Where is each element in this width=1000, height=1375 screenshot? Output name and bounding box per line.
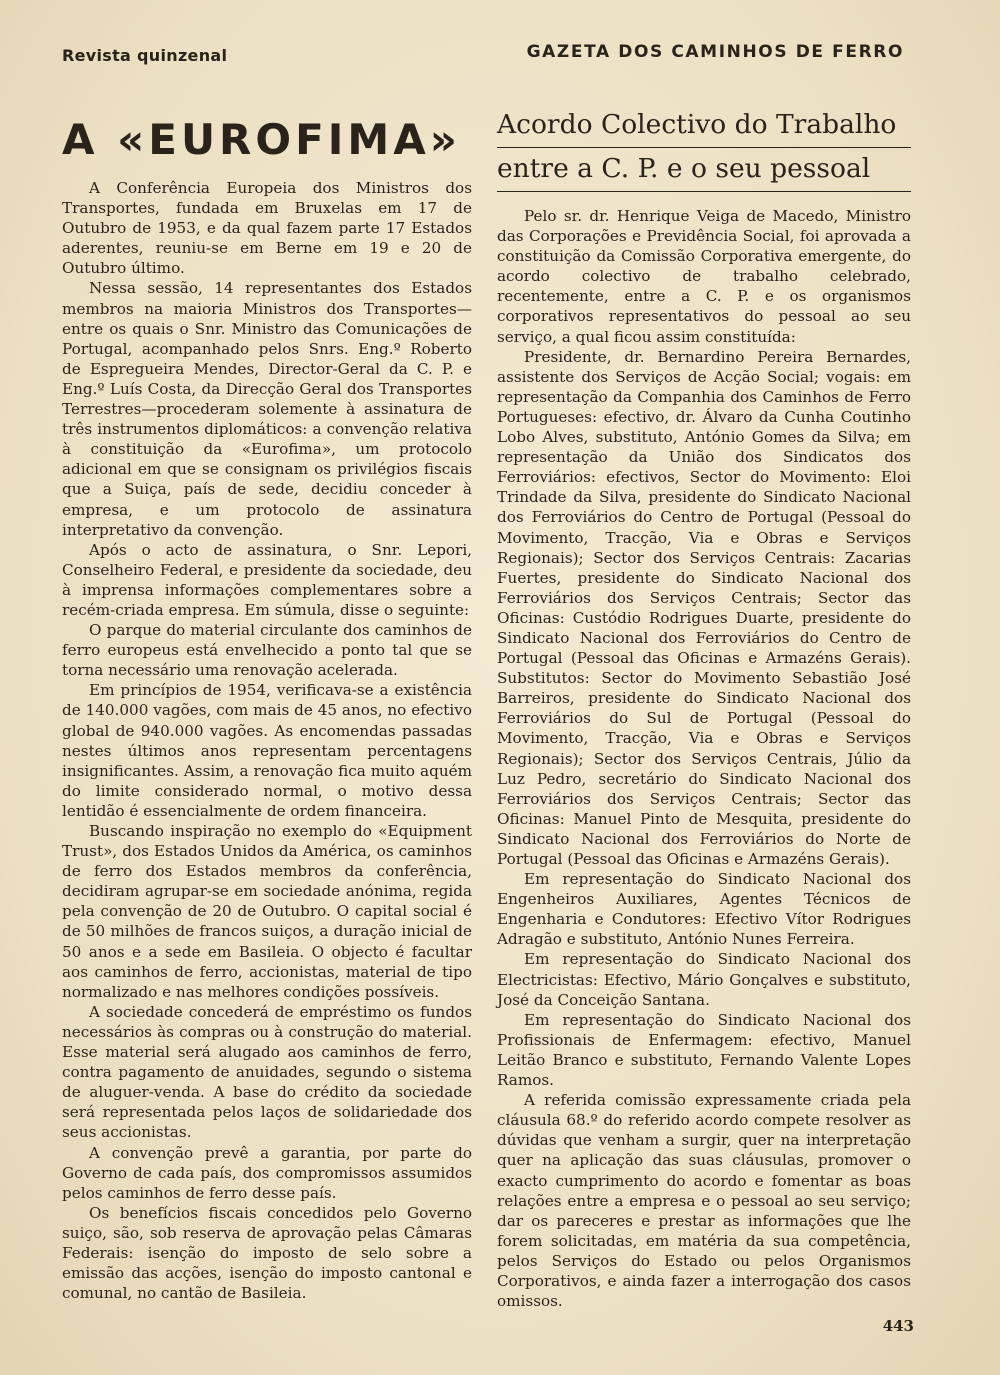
running-head-left: Revista quinzenal [62, 46, 228, 65]
paragraph: A sociedade concederá de empréstimo os fundos necessários às compras ou à construção do material. Esse material será alugado aos caminhos de ferro, contra pagamento de anuidades, segundo o sistema de aluguer-venda. A base do crédito da sociedade será representada pelos laços de solidariedade dos seus accionistas. [62, 1002, 472, 1142]
article-title-line: entre a C. P. e o seu pessoal [497, 148, 911, 192]
left-column-article [62, 110, 472, 1303]
paragraph: A referida comissão expressamente criada pela cláusula 68.º do referido acordo compete resolver as dúvidas que venham a surgir, quer na interpretação quer na aplicação das suas cláusulas, promover o exacto cumprimento do acordo e fomentar as boas relações entre a empresa e o pessoal ao seu serviço; dar os pareceres e prestar as informações que lhe forem solicitadas, em matéria da sua competência, pelos Serviços do Estado ou pelos Organismos Corporativos, e ainda fazer a interrogação dos casos omissos. [497, 1091, 911, 1311]
paragraph: O parque do material circulante dos caminhos de ferro europeus está envelhecido a ponto tal que se torna necessário uma renovação acelerada. [62, 621, 472, 680]
paragraph: Os benefícios fiscais concedidos pelo Governo suiço, são, sob reserva de aprovação pelas Câmaras Federais: isenção do imposto de selo sobre a emissão das acções, isenção do imposto cantonal e comunal, no cantão de Basileia. [62, 1203, 472, 1303]
paragraph: Em representação do Sindicato Nacional dos Profissionais de Enfermagem: efectivo, Manuel Leitão Branco e substituto, Fernando Valente Lopes Ramos. [497, 1010, 911, 1090]
paragraph: Buscando inspiração no exemplo do «Equipment Trust», dos Estados Unidos da América, os caminhos de ferro dos Estados membros da conferência, decidiram agrupar-se em sociedade anónima, regida pela convenção de 20 de Outubro. O capital social é de 50 milhões de francos suiços, a duração inicial de 50 anos e a sede em Basileia. O objecto é facultar aos caminhos de ferro, accionistas, material de tipo normalizado e nas melhores condições possíveis. [62, 822, 472, 1001]
paragraph: Presidente, dr. Bernardino Pereira Bernardes, assistente dos Serviços de Acção Social; vogais: em representação da Companhia dos Caminhos de Ferro Portugueses: efectivo, dr. Álvaro da Cunha Coutinho Lobo Alves, substituto, António Gomes da Silva; em representação da União dos Sindicatos dos Ferroviários: efectivos, Sector do Movimento: Eloi Trindade da Silva, presidente do Sindicato Nacional dos Ferroviários do Centro de Portugal (Pessoal do Movimento, Tracção, Via e Obras e Serviços Regionais); Sector dos Serviços Centrais: Zacarias Fuertes, presidente do Sindicato Nacional dos Ferroviários dos Serviços Centrais; Sector das Oficinas: Custódio Rodrigues Duarte, presidente do Sindicato Nacional dos Ferroviários do Centro de Portugal (Pessoal das Oficinas e Armazéns Gerais). Substitutos: Sector do Movimento Sebastião José Barreiros, presidente do Sindicato Nacional dos Ferroviários do Sul de Portugal (Pessoal do Movimento, Tracção, Via e Obras e Serviços Regionais); Sector dos Serviços Centrais, Júlio da Luz Pedro, secretário do Sindicato Nacional dos Ferroviários dos Serviços Centrais; Sector das Oficinas: Manuel Pinto de Mesquita, presidente do Sindicato Nacional dos Ferroviários do Norte de Portugal (Pessoal das Oficinas e Armazéns Gerais). [497, 347, 911, 868]
article-title-acordo [497, 104, 911, 192]
page-number: 443 [882, 1317, 914, 1335]
article-title-line: Acordo Colectivo do Trabalho [497, 104, 911, 148]
paragraph: Nessa sessão, 14 representantes dos Estados membros na maioria Ministros dos Transportes—entre os quais o Snr. Ministro das Comunicações de Portugal, acompanhado pelos Snrs. Eng.º Roberto de Espregueira Mendes, Director-Geral da C. P. e Eng.º Luís Costa, da Direcção Geral dos Transportes Terrestres—procederam solemente à assinatura de três instrumentos diplomáticos: a convenção relativa à constituição da «Eurofima», um protocolo adicional em que se consignam os privilégios fiscais que a Suiça, país de sede, decidiu conceder à empresa, e um protocolo de assinatura interpretativo da convenção. [62, 279, 472, 539]
paragraph: Após o acto de assinatura, o Snr. Lepori, Conselheiro Federal, e presidente da sociedade, deu à imprensa informações complementares sobre a recém-criada empresa. Em súmula, disse o seguinte: [62, 540, 472, 619]
paragraph: Em princípios de 1954, verificava-se a existência de 140.000 vagões, com mais de 45 anos, no efectivo global de 940.000 vagões. As encomendas passadas nestes últimos anos representam percentagens insignificantes. Assim, a renovação fica muito aquém do limite considerado normal, o motivo dessa lentidão é essencialmente de ordem financeira. [62, 681, 472, 820]
article-title-eurofima: A «EUROFIMA» [62, 115, 461, 164]
paragraph: Em representação do Sindicato Nacional dos Electricistas: Efectivo, Mário Gonçalves e substituto, José da Conceição Santana. [497, 950, 911, 1009]
paragraph: A convenção prevê a garantia, por parte do Governo de cada país, dos compromissos assumidos pelos caminhos de ferro desse país. [62, 1143, 472, 1202]
paragraph: Pelo sr. dr. Henrique Veiga de Macedo, Ministro das Corporações e Previdência Social, foi aprovada a constituição da Comissão Corporativa emergente, do acordo colectivo de trabalho celebrado, recentemente, entre a C. P. e os organismos corporativos representativos do pessoal ao seu serviço, a qual ficou assim constituída: [497, 207, 911, 346]
paragraph: Em representação do Sindicato Nacional dos Engenheiros Auxiliares, Agentes Técnicos de Engenharia e Condutores: Efectivo Vítor Rodrigues Adragão e substituto, António Nunes Ferreira. [497, 870, 911, 949]
right-column-article [497, 110, 911, 1311]
paragraph: A Conferência Europeia dos Ministros dos Transportes, fundada em Bruxelas em 17 de Outubro de 1953, e da qual fazem parte 17 Estados aderentes, reuniu-se em Berne em 19 e 20 de Outubro último. [62, 179, 472, 278]
running-head-right: GAZETA DOS CAMINHOS DE FERRO [526, 42, 904, 62]
